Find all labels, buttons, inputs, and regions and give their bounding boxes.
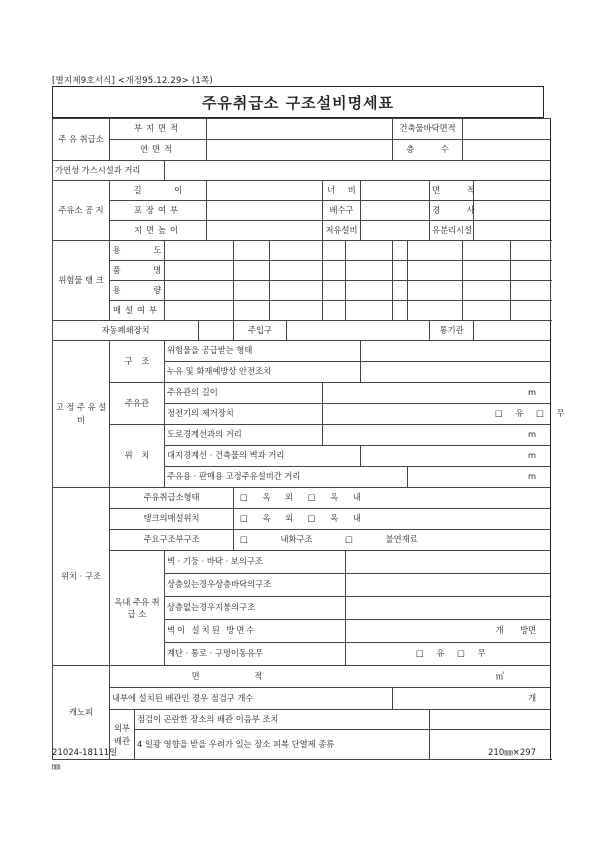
- tank-cell[interactable]: [234, 301, 270, 321]
- static-removal-options[interactable]: □ 유 □ 무: [323, 404, 551, 425]
- inner-pipe-value[interactable]: 개: [393, 688, 551, 710]
- tank-cell[interactable]: [346, 261, 393, 281]
- canopy-area-label: 면 적: [191, 670, 263, 681]
- form-code-line: 21024-18111일: [52, 748, 118, 758]
- tank-cell[interactable]: [393, 301, 408, 321]
- location-group-label: 위치 · 구조: [53, 488, 110, 666]
- station-type-options[interactable]: □ 옥 외 □ 옥 내: [234, 488, 551, 509]
- upper-floor-value[interactable]: [346, 574, 551, 597]
- hose-length-label: 주유관의 길이: [165, 383, 323, 404]
- leak-fire-value[interactable]: [361, 362, 551, 383]
- outer-pipe-label: 외부 배관: [110, 710, 135, 760]
- tank-burial-label: 탱크의매설위치: [110, 509, 234, 530]
- road-distance-value[interactable]: m: [323, 425, 551, 446]
- fill-port-value[interactable]: [287, 321, 430, 341]
- tank-cell[interactable]: [463, 281, 511, 301]
- auto-shutoff-value[interactable]: [199, 321, 234, 341]
- fixed-group-label: 고 정 주 유 설 비: [53, 341, 110, 488]
- supply-type-label: 위험물을 공급받는 형태: [165, 341, 361, 362]
- floors-value[interactable]: [463, 140, 551, 161]
- lot-length-value[interactable]: [207, 181, 323, 201]
- auto-shutoff-label: 자동폐쇄장치: [53, 321, 199, 341]
- form-code: [52, 746, 117, 774]
- hose-label: 주유관: [110, 383, 165, 425]
- lot-group-label: 주유소 공 지: [53, 181, 110, 241]
- tank-cell[interactable]: [408, 301, 463, 321]
- outer-pipe-insulation-label: 4 일광 영향을 받을 우려가 있는 장소 피복 단열제 종류: [135, 730, 430, 760]
- lot-ground-height-label: 지면높이: [110, 221, 207, 241]
- stairs-label: 계단 · 통로 · 구멍이동유무: [165, 643, 346, 666]
- spec-table: [52, 118, 565, 760]
- station-group-label: 주 유 취급소: [53, 119, 110, 161]
- no-upper-floor-value[interactable]: [346, 597, 551, 620]
- building-floor-area-value[interactable]: [463, 119, 551, 140]
- tank-cell[interactable]: [511, 301, 551, 321]
- lot-storage-label: 저유설비: [323, 221, 361, 241]
- lot-area-label: 면 적: [430, 181, 474, 201]
- static-removal-label: 정전기의 제거장치: [165, 404, 323, 425]
- lot-storage-value[interactable]: [361, 221, 430, 241]
- tank-row-label: 매설여부: [110, 301, 165, 321]
- vent-pipe-label: 통기관: [430, 321, 474, 341]
- tank-cell[interactable]: [393, 241, 408, 261]
- tank-cell[interactable]: [270, 281, 323, 301]
- tank-cell[interactable]: [323, 241, 346, 261]
- inner-pipe-label: 내부에 설치된 배관인 경우 점검구 개수: [110, 688, 393, 710]
- paper-size: 210㎜×297: [488, 748, 537, 758]
- tank-cell[interactable]: [270, 241, 323, 261]
- tank-row-label: 품 명: [110, 261, 165, 281]
- gas-facility-distance-label: 가연성 가스시설과 거리: [53, 161, 165, 181]
- tank-group-label: 위험물 탱 크: [53, 241, 110, 321]
- gas-facility-distance-value[interactable]: [165, 161, 551, 181]
- lot-drain-label: 배수구: [323, 201, 361, 221]
- vent-pipe-value[interactable]: [474, 321, 551, 341]
- total-floor-area-value[interactable]: [207, 140, 393, 161]
- form-code-unit: ㎜: [52, 762, 61, 772]
- tank-cell[interactable]: [463, 261, 511, 281]
- outer-pipe-joint-value[interactable]: [430, 710, 551, 730]
- lot-width-label: 너 비: [323, 181, 361, 201]
- canopy-area-unit: ㎡: [495, 670, 504, 681]
- tank-cell[interactable]: [463, 241, 511, 261]
- site-distance-value[interactable]: m: [361, 446, 551, 467]
- fixed-position-label: 위 치: [110, 425, 165, 488]
- tank-cell[interactable]: [346, 281, 393, 301]
- structure-spec-form: [52, 86, 565, 760]
- indoor-station-label: 옥내 주유 취급 소: [110, 551, 165, 666]
- tank-cell[interactable]: [511, 261, 551, 281]
- tank-row-label: 용 량: [110, 281, 165, 301]
- lot-length-label: 길 이: [110, 181, 207, 201]
- floors-label: 층 수: [393, 140, 463, 161]
- road-distance-label: 도로경계선과의 거리: [165, 425, 323, 446]
- main-structure-options[interactable]: □ 내화구조 □ 불연재료: [234, 530, 551, 551]
- tank-cell[interactable]: [323, 261, 346, 281]
- wall-structure-value[interactable]: [346, 551, 551, 574]
- canopy-group-label: 캐노피: [53, 666, 110, 760]
- tank-cell[interactable]: [323, 281, 346, 301]
- tank-cell[interactable]: [393, 281, 408, 301]
- open-sides-label: 벽이 설치된 방면수: [165, 620, 346, 643]
- stairs-options[interactable]: □ 유 □ 무: [346, 643, 551, 666]
- building-floor-area-label: 건축물바닥면적: [393, 119, 463, 140]
- no-upper-floor-label: 상층없는경우지붕의구조: [165, 597, 346, 620]
- tank-cell[interactable]: [408, 241, 463, 261]
- lot-drain-value[interactable]: [361, 201, 430, 221]
- upper-floor-label: 상층있는경우상층바닥의구조: [165, 574, 346, 597]
- tank-burial-options[interactable]: □ 옥 외 □ 옥 내: [234, 509, 551, 530]
- lot-area-value[interactable]: [474, 181, 551, 201]
- tank-cell[interactable]: [165, 281, 234, 301]
- tank-cell[interactable]: [270, 301, 323, 321]
- wall-structure-label: 벽 · 기둥 · 바닥 · 보의구조: [165, 551, 346, 574]
- tank-cell[interactable]: [393, 261, 408, 281]
- supply-type-value[interactable]: [361, 341, 551, 362]
- tank-cell[interactable]: [234, 281, 270, 301]
- leak-fire-label: 누유 및 화재예방상 안전조치: [165, 362, 361, 383]
- lot-separator-value[interactable]: [474, 221, 551, 241]
- canopy-area-row[interactable]: [110, 666, 551, 688]
- tank-cell[interactable]: [346, 241, 393, 261]
- land-area-value[interactable]: [207, 119, 393, 140]
- form-header-note: [별지제9호서식] <개정95.12.29> (1쪽): [52, 76, 213, 86]
- main-structure-label: 주요구조부구조: [110, 530, 234, 551]
- tank-cell[interactable]: [408, 281, 463, 301]
- lot-slope-label: 경 사: [430, 201, 474, 221]
- open-sides-value[interactable]: 개 방면: [346, 620, 551, 643]
- lot-width-value[interactable]: [361, 181, 430, 201]
- fixed-structure-label: 구 조: [110, 341, 165, 383]
- lot-paving-label: 포장여부: [110, 201, 207, 221]
- fixed-distance-label: 주유용 · 판매용 고정주유설비간 거리: [165, 467, 408, 488]
- lot-paving-value[interactable]: [207, 201, 323, 221]
- tank-cell[interactable]: [270, 261, 323, 281]
- site-distance-label: 대지경계선 · 건축물의 벽과 거리: [165, 446, 361, 467]
- tank-cell[interactable]: [346, 301, 393, 321]
- lot-slope-value[interactable]: [474, 201, 551, 221]
- tank-cell[interactable]: [234, 241, 270, 261]
- station-type-label: 주유취급소형태: [110, 488, 234, 509]
- tank-row-label: 용 도: [110, 241, 165, 261]
- tank-cell[interactable]: [463, 301, 511, 321]
- tank-cell[interactable]: [323, 301, 346, 321]
- tank-cell[interactable]: [165, 301, 234, 321]
- land-area-label: 부지면적: [110, 119, 207, 140]
- fixed-distance-value[interactable]: m: [408, 467, 551, 488]
- tank-cell[interactable]: [408, 261, 463, 281]
- tank-cell[interactable]: [165, 241, 234, 261]
- lot-ground-height-value[interactable]: [207, 221, 323, 241]
- fill-port-label: 주입구: [234, 321, 287, 341]
- total-floor-area-label: 연면적: [110, 140, 207, 161]
- lot-separator-label: 유분리시설: [430, 221, 474, 241]
- tank-cell[interactable]: [511, 241, 551, 261]
- outer-pipe-joint-label: 점검이 곤란한 장소의 배관 이음부 조치: [135, 710, 430, 730]
- hose-length-value[interactable]: m: [323, 383, 551, 404]
- tank-cell[interactable]: [234, 261, 270, 281]
- tank-cell[interactable]: [511, 281, 551, 301]
- tank-cell[interactable]: [165, 261, 234, 281]
- form-title: 주유취급소 구조설비명세표: [52, 86, 544, 118]
